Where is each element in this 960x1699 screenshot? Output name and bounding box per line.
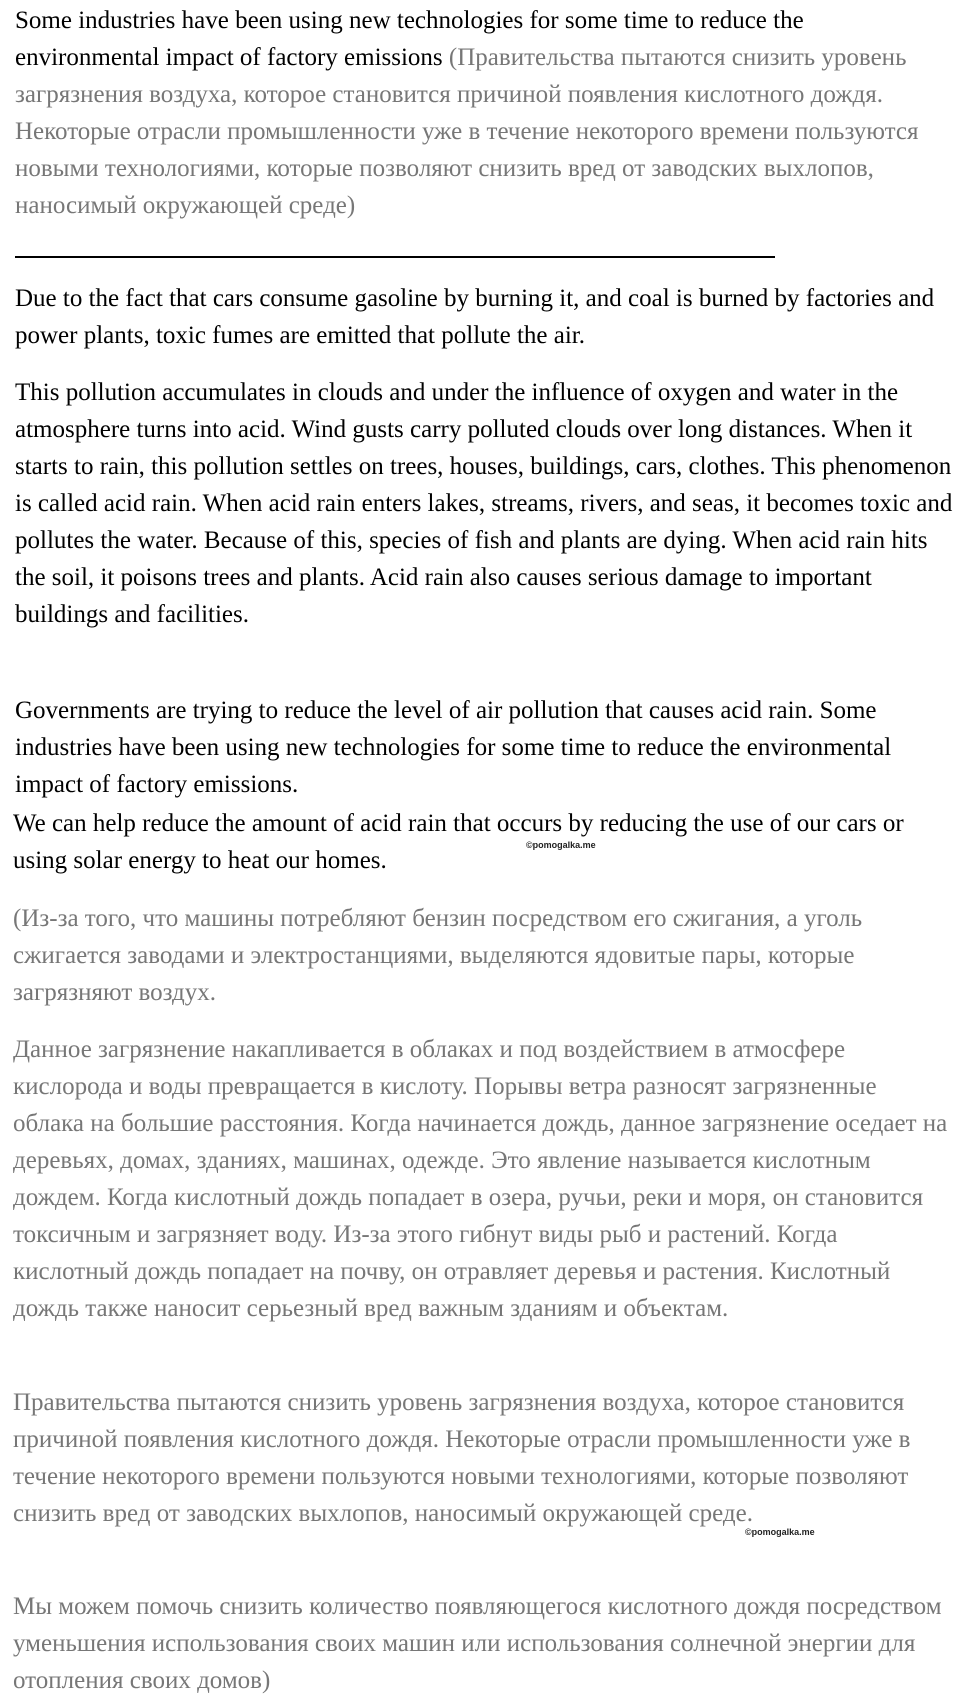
english-paragraph-3: Governments are trying to reduce the level of air pollution that causes acid rain. Some industries have been using new technologies for some time to reduce the environmental impact of factory emissions. <box>15 697 892 798</box>
watermark: ©pomogalka.me <box>526 840 596 850</box>
russian-paragraph-1: (Из-за того, что машины потребляют бензин посредством его сжигания, а уголь сжигается заводами и электростанциями, выделяются ядовитые пары, которые загрязняют воздух. <box>13 905 863 1006</box>
intro-russian-text: (Правительства пытаются снизить уровень загрязнения воздуха, которое становится причиной появления кислотного дождя. Некоторые отрасли промышленности уже в течение некоторого времени пользуются новыми технологиями, которые позволяют снизить вред от заводских выхлопов, наносимый окружающей среде) <box>15 44 919 219</box>
divider-line <box>15 256 775 258</box>
intro-paragraph <box>15 2 953 224</box>
english-paragraph-4: We can help reduce the amount of acid rain that occurs by reducing the use of our cars or using solar energy to heat our homes. <box>13 810 904 874</box>
english-paragraph-1: Due to the fact that cars consume gasoline by burning it, and coal is burned by factories and power plants, toxic fumes are emitted that pollute the air. <box>15 285 935 349</box>
intro-english-text: Some industries have been using new technologies for some time to reduce the environmental impact of factory emissions <box>15 7 804 71</box>
russian-paragraph-3: Правительства пытаются снизить уровень загрязнения воздуха, которое становится причиной появления кислотного дождя. Некоторые отрасли промышленности уже в течение некоторого времени пользуются новыми технологиями, которые позволяют снизить вред от заводских выхлопов, наносимый окружающей среде. <box>13 1389 911 1527</box>
russian-paragraph-4: Мы можем помочь снизить количество появляющегося кислотного дождя посредством уменьшения использования своих машин или использования солнечной энергии для отопления своих домов) <box>13 1593 942 1694</box>
watermark: ©pomogalka.me <box>745 1527 815 1537</box>
russian-paragraph-2: Данное загрязнение накапливается в облаках и под воздействием в атмосфере кислорода и воды превращается в кислоту. Порывы ветра разносят загрязненные облака на большие расстояния. Когда начинается дождь, данное загрязнение оседает на деревьях, домах, зданиях, машинах, одежде. Это явление называется кислотным дождем. Когда кислотный дождь попадает в озера, ручьи, реки и моря, он становится токсичным и загрязняет воду. Из-за этого гибнут виды рыб и растений. Когда кислотный дождь попадает на почву, он отравляет деревья и растения. Кислотный дождь также наносит серьезный вред важным зданиям и объектам. <box>13 1036 948 1322</box>
english-paragraph-2: This pollution accumulates in clouds and under the influence of oxygen and water in the atmosphere turns into acid. Wind gusts carry polluted clouds over long distances. When it starts to rain, this pollution settles on trees, houses, buildings, cars, clothes. This phenomenon is called acid rain. When acid rain enters lakes, streams, rivers, and seas, it becomes toxic and pollutes the water. Because of this, species of fish and plants are dying. When acid rain hits the soil, it poisons trees and plants. Acid rain also causes serious damage to important buildings and facilities. <box>15 379 953 628</box>
